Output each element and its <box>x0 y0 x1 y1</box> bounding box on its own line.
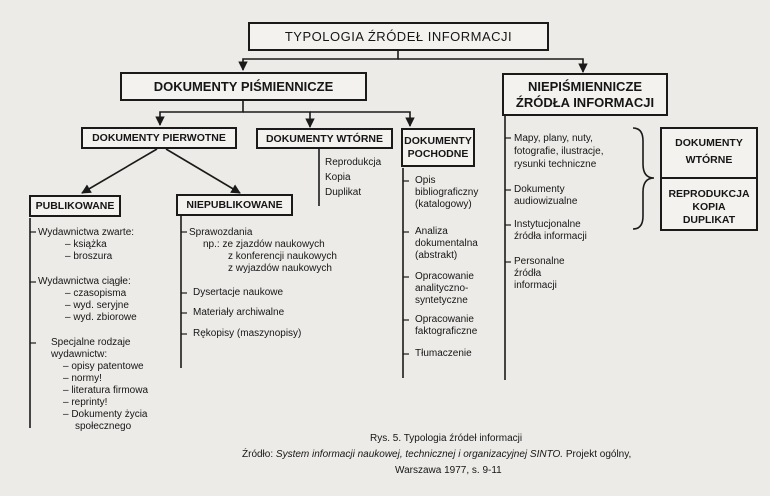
connector-to-secondary <box>243 112 310 127</box>
right-secondary-title-line-2: WTÓRNE <box>685 154 733 166</box>
nonwritten-item-line: Dokumenty <box>514 184 565 195</box>
list-item: – opisy patentowe <box>63 361 144 372</box>
right-secondary-header <box>662 129 756 179</box>
derived-item: Tłumaczenie <box>415 348 472 359</box>
nonwritten-item-line: źródła informacji <box>514 231 587 242</box>
caption-source-prefix: Źródło: <box>242 449 274 460</box>
list-item: Dysertacje naukowe <box>193 287 284 298</box>
derived-item-line: faktograficzne <box>415 326 478 337</box>
nonwritten-item-line: fotografie, ilustracje, <box>514 146 604 157</box>
published-title: PUBLIKOWANE <box>35 200 115 212</box>
written-documents-box <box>120 72 367 101</box>
derived-item-line: (abstrakt) <box>415 250 458 261</box>
root-title: TYPOLOGIA ŹRÓDEŁ INFORMACJI <box>284 29 513 44</box>
unpublished-reports <box>189 227 337 275</box>
derived-item <box>415 314 477 338</box>
right-secondary-item: DUPLIKAT <box>682 214 736 226</box>
list-item: Duplikat <box>325 187 362 198</box>
nonwritten-item <box>514 184 577 208</box>
derived-item <box>415 226 478 262</box>
derived-item-line: dokumentalna <box>415 238 478 249</box>
nonwritten-sources-box <box>502 73 668 116</box>
nonwritten-title-line-1: NIEPIŚMIENNICZE <box>527 78 643 94</box>
list-item: – broszura <box>65 251 113 262</box>
reports-label: Sprawozdania <box>189 227 253 238</box>
caption-source-title: System informacji naukowej, technicznej i organizacyjnej SINTO. <box>275 449 564 460</box>
list-item: Rękopisy (maszynopisy) <box>193 328 302 339</box>
caption-line-1: Rys. 5. Typologia źródeł informacji <box>370 433 523 444</box>
list-item: – czasopisma <box>65 288 127 299</box>
nonwritten-item <box>514 256 565 292</box>
list-item: społecznego <box>75 421 132 432</box>
connector-to-published <box>82 149 157 193</box>
derived-item <box>415 271 474 307</box>
derived-item-line: syntetyczne <box>415 295 468 306</box>
derived-item-line: analityczno- <box>415 283 469 294</box>
list-item: Kopia <box>325 172 351 183</box>
derived-item-line: Opis <box>415 175 436 186</box>
connector-to-derived <box>310 112 410 126</box>
nonwritten-item <box>514 132 604 171</box>
connector-to-primary <box>160 100 243 125</box>
nonwritten-item <box>514 219 587 243</box>
unpublished-box <box>176 194 293 216</box>
derived-item-line: bibliograficzny <box>415 187 479 198</box>
published-box <box>29 195 121 217</box>
curly-brace <box>633 128 654 229</box>
connector-to-unpublished <box>166 149 240 193</box>
connector-root-right <box>398 59 583 72</box>
caption-line-3: Warszawa 1977, s. 9-11 <box>395 465 502 476</box>
reports-line: z konferencji naukowych <box>228 251 337 262</box>
caption-source-suffix: Projekt ogólny, <box>565 449 632 460</box>
derived-item-line: (katalogowy) <box>415 199 472 210</box>
right-secondary-title-line-1: DOKUMENTY <box>675 137 743 149</box>
list-item: – normy! <box>63 373 102 384</box>
nonwritten-item-line: rysunki techniczne <box>514 159 597 170</box>
list-item: – książka <box>65 239 107 250</box>
list-item: – wyd. seryjne <box>65 300 129 311</box>
secondary-documents-title: DOKUMENTY WTÓRNE <box>265 132 384 145</box>
caption-line-2 <box>242 449 631 461</box>
list-item: – literatura firmowa <box>63 385 149 396</box>
nonwritten-item-line: Mapy, plany, nuty, <box>514 133 593 144</box>
derived-documents-box <box>401 128 475 167</box>
right-secondary-item: KOPIA <box>692 201 726 213</box>
written-documents-title: DOKUMENTY PIŚMIENNICZE <box>153 79 334 94</box>
list-item: – Dokumenty życia <box>63 409 148 420</box>
derived-item <box>415 175 478 211</box>
right-secondary-list <box>662 179 756 227</box>
root-title-box <box>248 22 549 51</box>
unpublished-title: NIEPUBLIKOWANE <box>186 199 283 211</box>
reports-line: np.: ze zjazdów naukowych <box>203 239 325 250</box>
list-item: – wyd. zbiorowe <box>65 312 137 323</box>
reports-line: z wyjazdów naukowych <box>228 263 332 274</box>
nonwritten-item-line: audiowizualne <box>514 196 578 207</box>
group-label-line: Specjalne rodzaje <box>51 337 131 348</box>
secondary-list <box>325 155 381 200</box>
nonwritten-item-line: źródła <box>514 268 542 279</box>
published-group-serial <box>38 276 137 324</box>
connector-root-left <box>243 50 398 70</box>
list-item: – reprinty! <box>63 397 108 408</box>
primary-documents-title: DOKUMENTY PIERWOTNE <box>92 132 226 144</box>
group-label: Wydawnictwa ciągłe: <box>38 276 131 287</box>
nonwritten-item-line: informacji <box>514 280 557 291</box>
derived-title-line-1: DOKUMENTY <box>404 134 472 147</box>
list-item: Materiały archiwalne <box>193 307 285 318</box>
derived-item-line: Opracowanie <box>415 271 474 282</box>
group-label: Wydawnictwa zwarte: <box>38 227 135 238</box>
primary-documents-box <box>81 127 237 149</box>
secondary-documents-box <box>256 128 393 149</box>
derived-title-line-2: POCHODNE <box>407 147 469 160</box>
nonwritten-item-line: Personalne <box>514 256 565 267</box>
published-group-compact <box>38 227 134 263</box>
nonwritten-item-line: Instytucjonalne <box>514 219 581 230</box>
derived-item-line: Opracowanie <box>415 314 474 325</box>
list-item: Reprodukcja <box>325 157 382 168</box>
right-secondary-box <box>660 127 758 231</box>
derived-item-line: Analiza <box>415 226 448 237</box>
published-group-special <box>38 337 148 433</box>
group-label-line: wydawnictw: <box>51 349 108 360</box>
nonwritten-title-line-2: ŹRÓDŁA INFORMACJI <box>515 94 655 110</box>
right-secondary-item: REPRODUKCJA <box>668 188 750 200</box>
